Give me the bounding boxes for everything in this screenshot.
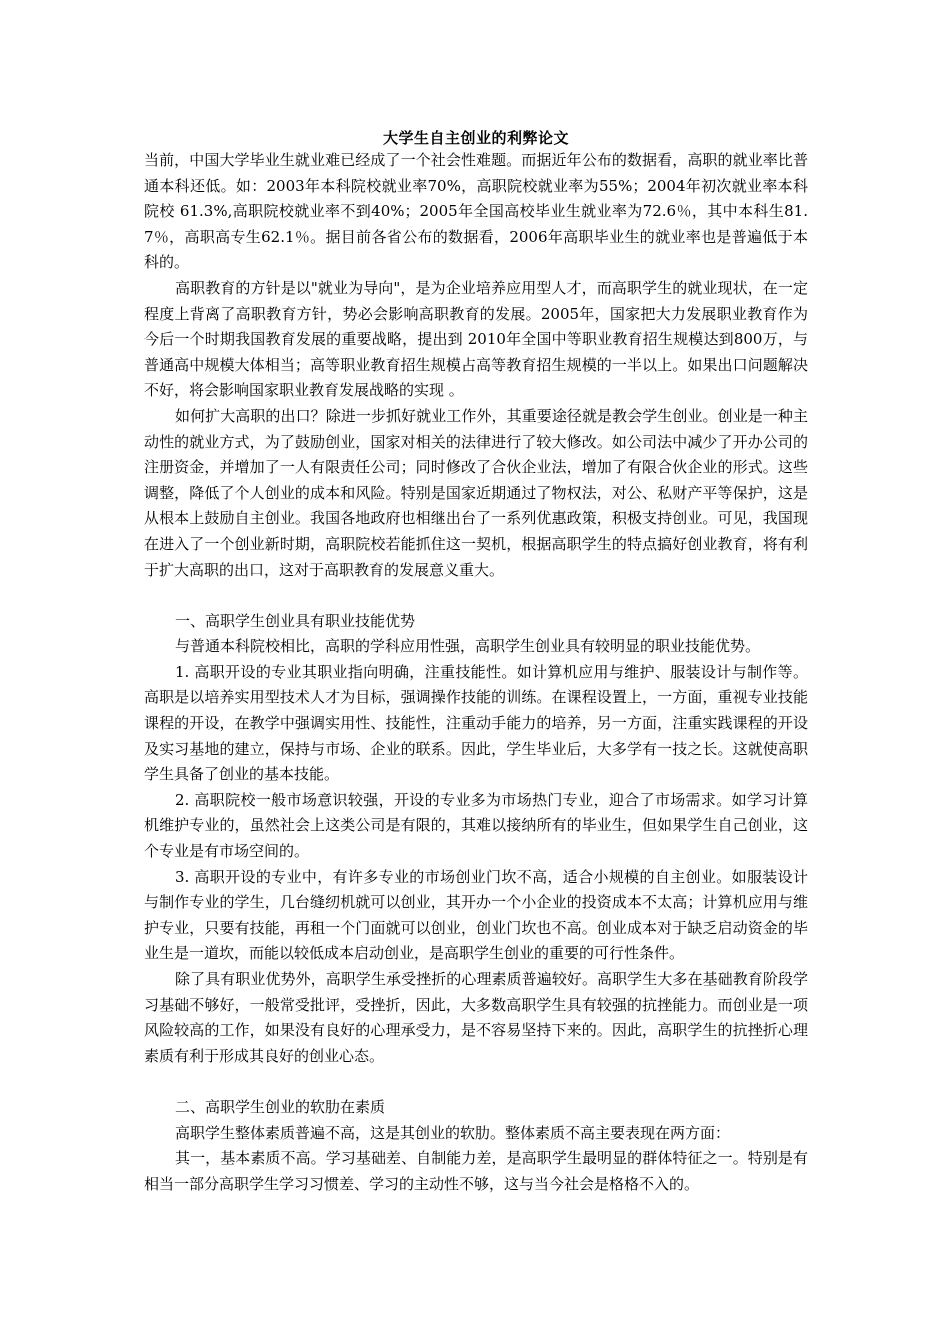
intro-paragraph-2: 高职教育的方针是以"就业为导向"，是为企业培养应用型人才，而高职学生的就业现状，在一定程度上背离了高职教育方针，势必会影响高职教育的发展。2005年，国家把大力发展职业教育作为今后一个时期我国教育发展的重要战略，提出到 2010年全国中等职业教育招生规模达到800万，与普通高中规模大体相当；高等职业教育招生规模占高等教育招生规模的一半以上。如果出口问题解决不好，将会影响国家职业教育发展战略的实现 。 (144, 278, 808, 400)
section-2-paragraph-1: 高职学生整体素质普遍不高，这是其创业的软肋。整体素质不高主要表现在两方面： (175, 1123, 731, 1142)
section-1-heading: 一、高职学生创业具有职业技能优势 (175, 611, 416, 630)
section-1-paragraph-5: 除了具有职业优势外，高职学生承受挫折的心理素质普遍较好。高职学生大多在基础教育阶段学习基础不够好，一般常受批评，受挫折，因此，大多数高职学生具有较强的抗挫能力。而创业是一项风险较高的工作，如果没有良好的心理承受力，是不容易坚持下来的。因此，高职学生的抗挫折心理素质有利于形成其良好的创业心态。 (144, 970, 808, 1065)
section-2-paragraph-2: 其一，基本素质不高。学习基础差、自制能力差，是高职学生最明显的群体特征之一。特别是有相当一部分高职学生学习习惯差、学习的主动性不够，这与当今社会是格格不入的。 (144, 1149, 808, 1193)
intro-paragraph-1: 当前，中国大学毕业生就业难已经成了一个社会性难题。而据近年公布的数据看，高职的就业率比普通本科还低。如：2003年本科院校就业率70%，高职院校就业率为55%；2004年初次就业率本科院校 61.3%,高职院校就业率不到40%；2005年全国高校毕业生就业率为72.6％，其中本科生81.7％，高职高专生62.1％。据目前各省公布的数据看，2006年高职毕业生的就业率也是普遍低于本科的。 (144, 151, 808, 272)
intro-paragraph-3: 如何扩大高职的出口？除进一步抓好就业工作外，其重要途径就是教会学生创业。创业是一种主动性的就业方式，为了鼓励创业，国家对相关的法律进行了较大修改。如公司法中减少了开办公司的注册资金，并增加了一人有限责任公司；同时修改了合伙企业法，增加了有限合伙企业的形式。这些调整，降低了个人创业的成本和风险。特别是国家近期通过了物权法，对公、私财产平等保护，这是从根本上鼓励自主创业。我国各地政府也相继出台了一系列优惠政策，积极支持创业。可见，我国现在进入了一个创业新时期，高职院校若能抓住这一契机，根据高职学生的特点搞好创业教育，将有利于扩大高职的出口，这对于高职教育的发展意义重大。 (144, 406, 808, 579)
document-title: 大学生自主创业的利弊论文 (382, 129, 569, 147)
spacer (144, 1069, 808, 1095)
section-1-paragraph-2: 1. 高职开设的专业其职业指向明确，注重技能性。如计算机应用与维护、服装设计与制作等。高职是以培养实用型技术人才为目标，强调操作技能的训练。在课程设置上，一方面，重视专业技能课程的开设，在教学中强调实用性、技能性，注重动手能力的培养，另一方面，注重实践课程的开设及实习基地的建立，保持与市场、企业的联系。因此，学生毕业后，大多学有一技之长。这就使高职学生具备了创业的基本技能。 (144, 662, 808, 784)
section-1-paragraph-1: 与普通本科院校相比，高职的学科应用性强，高职学生创业具有较明显的职业技能优势。 (175, 637, 761, 656)
section-1-paragraph-4: 3. 高职开设的专业中，有许多专业的市场创业门坎不高，适合小规模的自主创业。如服装设计与制作专业的学生，几台缝纫机就可以创业，其开办一个小企业的投资成本不太高；计算机应用与维护专业，只要有技能，再租一个门面就可以创业，创业门坎也不高。创业成本对于缺乏启动资金的毕业生是一道坎，而能以较低成本启动创业，是高职学生创业的重要的可行性条件。 (144, 867, 808, 963)
document-page (144, 128, 808, 1197)
section-1-paragraph-3: 2. 高职院校一般市场意识较强，开设的专业多为市场热门专业，迎合了市场需求。如学习计算机维护专业的，虽然社会上这类公司是有限的，其难以接纳所有的毕业生，但如果学生自己创业，这个专业是有市场空间的。 (144, 790, 808, 861)
section-2-heading: 二、高职学生创业的软肋在素质 (175, 1097, 386, 1116)
spacer (144, 583, 808, 609)
